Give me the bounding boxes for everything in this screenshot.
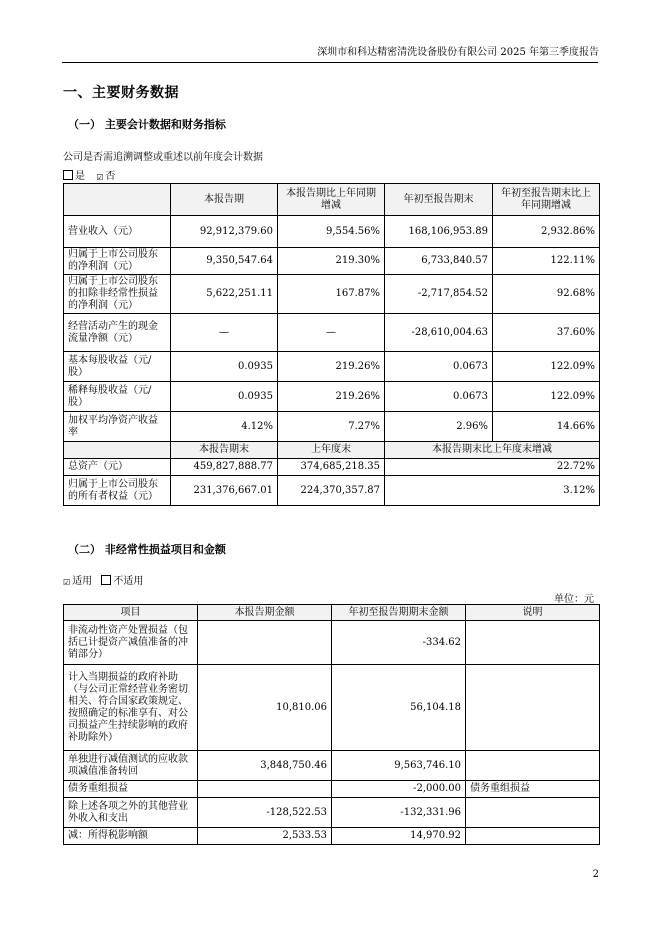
table-cell: 459,827,888.77 — [171, 459, 278, 476]
table-cell: 3.12% — [385, 476, 600, 506]
table-row — [64, 751, 600, 781]
table-cell: — — [278, 314, 385, 352]
option-no-label: 否 — [105, 171, 116, 182]
table-cell: 3,848,750.46 — [198, 751, 332, 781]
table-cell: 219.26% — [278, 352, 385, 382]
row-label: 非流动性资产处置损益（包括已计提资产减值准备的冲销部分） — [64, 621, 198, 665]
checkbox-no[interactable]: ☑ — [96, 173, 104, 182]
non-recurring-items-table — [63, 604, 600, 845]
table-header-cell: 本报告期比上年同期增减 — [278, 184, 385, 216]
table-cell: — — [171, 314, 278, 352]
checkbox-applicable[interactable]: ☑ — [63, 578, 71, 587]
note-cell — [466, 665, 600, 751]
table-row — [64, 798, 600, 828]
not-applicable-label: 不适用 — [113, 576, 144, 587]
section-title: 一、主要财务数据 — [63, 85, 179, 101]
table-row — [64, 621, 600, 665]
option-yes-label: 是 — [75, 171, 85, 182]
header-divider — [62, 62, 598, 63]
row-label: 经营活动产生的现金流量净额（元） — [64, 314, 171, 352]
row-label: 归属于上市公司股东的所有者权益（元） — [64, 476, 171, 506]
row-label: 除上述各项之外的其他营业外收入和支出 — [64, 798, 198, 828]
table-cell: 122.09% — [493, 352, 600, 382]
row-label: 总资产（元） — [64, 459, 171, 476]
table-row — [64, 216, 600, 248]
restate-question: 公司是否需追溯调整或重述以前年度会计数据 — [63, 152, 263, 163]
table-cell: 92,912,379.60 — [171, 216, 278, 248]
row-label: 归属于上市公司股东的扣除非经常性损益的净利润（元） — [64, 275, 171, 314]
table-cell: 219.26% — [278, 382, 385, 412]
unit-label: 单位：元 — [554, 594, 594, 605]
table-cell: 6,733,840.57 — [385, 248, 493, 275]
table-cell: 0.0673 — [385, 352, 493, 382]
table-cell: 14.66% — [493, 412, 600, 442]
table-cell: 231,376,667.01 — [171, 476, 278, 506]
row-label: 归属于上市公司股东的净利润（元） — [64, 248, 171, 275]
table-row — [64, 275, 600, 314]
table-cell: -128,522.53 — [198, 798, 332, 828]
row-label: 债务重组损益 — [64, 781, 198, 798]
table-cell: -2,000.00 — [332, 781, 466, 798]
table-row — [64, 828, 600, 845]
applicable-options — [63, 572, 143, 587]
table-cell: 224,370,357.87 — [278, 476, 385, 506]
table-cell: 5,622,251.11 — [171, 275, 278, 314]
table-cell: 7.27% — [278, 412, 385, 442]
table-cell: 167.87% — [278, 275, 385, 314]
table-cell: 122.11% — [493, 248, 600, 275]
table-cell: 2.96% — [385, 412, 493, 442]
table-cell: -28,610,004.63 — [385, 314, 493, 352]
table-header-cell: 年初至报告期末 — [385, 184, 493, 216]
table-cell: 9,350,547.64 — [171, 248, 278, 275]
row-label: 加权平均净资产收益率 — [64, 412, 171, 442]
note-cell — [466, 621, 600, 665]
financial-data-table — [63, 183, 600, 506]
table-cell: 10,810.06 — [198, 665, 332, 751]
table-header-cell — [64, 442, 171, 459]
table-cell: 22.72% — [385, 459, 600, 476]
table-cell: 122.09% — [493, 382, 600, 412]
checkbox-yes[interactable] — [63, 170, 73, 180]
table-cell: 14,970.92 — [332, 828, 466, 845]
row-label: 稀释每股收益（元/股） — [64, 382, 171, 412]
table-cell — [198, 781, 332, 798]
table-row — [64, 781, 600, 798]
table-row — [64, 459, 600, 476]
restate-options — [63, 167, 115, 182]
table-header-cell: 本报告期末 — [171, 442, 278, 459]
note-cell — [466, 828, 600, 845]
table-header-cell: 本报告期 — [171, 184, 278, 216]
table-header-cell — [64, 184, 171, 216]
table-row — [64, 314, 600, 352]
note-cell — [466, 751, 600, 781]
table-row — [64, 665, 600, 751]
table-header-cell: 项目 — [64, 605, 198, 621]
table-cell: 0.0935 — [171, 352, 278, 382]
row-label: 基本每股收益（元/股） — [64, 352, 171, 382]
table-header-cell: 本报告期末比上年度末增减 — [385, 442, 600, 459]
table-cell: 92.68% — [493, 275, 600, 314]
table-cell: -334.62 — [332, 621, 466, 665]
note-cell: 债务重组损益 — [466, 781, 600, 798]
table-cell: 2,932.86% — [493, 216, 600, 248]
table-header-cell: 上年度末 — [278, 442, 385, 459]
note-cell — [466, 798, 600, 828]
table-row — [64, 412, 600, 442]
table-cell: 0.0673 — [385, 382, 493, 412]
table-row — [64, 476, 600, 506]
table-cell: 0.0935 — [171, 382, 278, 412]
subsection-title-1: （一） 主要会计数据和财务指标 — [68, 118, 226, 131]
table-cell: 9,554.56% — [278, 216, 385, 248]
table-row — [64, 352, 600, 382]
table-cell: 37.60% — [493, 314, 600, 352]
table-cell: 219.30% — [278, 248, 385, 275]
row-label: 单独进行减值测试的应收款项减值准备转回 — [64, 751, 198, 781]
row-label: 计入当期损益的政府补助（与公司正常经营业务密切相关、符合国家政策规定、按照确定的标准享有、对公司损益产生持续影响的政府补助除外） — [64, 665, 198, 751]
row-label: 减：所得税影响额 — [64, 828, 198, 845]
table-cell: -2,717,854.52 — [385, 275, 493, 314]
table-cell: 9,563,746.10 — [332, 751, 466, 781]
table-row — [64, 248, 600, 275]
row-label: 营业收入（元） — [64, 216, 171, 248]
subsection-title-2: （二） 非经常性损益项目和金额 — [68, 543, 226, 556]
table-header-cell: 本报告期金额 — [198, 605, 332, 621]
table-cell: 4.12% — [171, 412, 278, 442]
table-cell: 168,106,953.89 — [385, 216, 493, 248]
table-row — [64, 382, 600, 412]
table-header-cell: 年初至报告期期末金额 — [332, 605, 466, 621]
table-cell: -132,331.96 — [332, 798, 466, 828]
table-cell: 2,533.53 — [198, 828, 332, 845]
checkbox-not-applicable[interactable] — [101, 575, 111, 585]
page-number: 2 — [592, 869, 599, 880]
report-header: 深圳市和科达精密清洗设备股份有限公司 2025 年第三季度报告 — [317, 47, 599, 58]
table-cell — [198, 621, 332, 665]
table-cell: 374,685,218.35 — [278, 459, 385, 476]
applicable-label: 适用 — [72, 576, 93, 587]
table-header-cell: 年初至报告期末比上年同期增减 — [493, 184, 600, 216]
table-cell: 56,104.18 — [332, 665, 466, 751]
table-header-cell: 说明 — [466, 605, 600, 621]
